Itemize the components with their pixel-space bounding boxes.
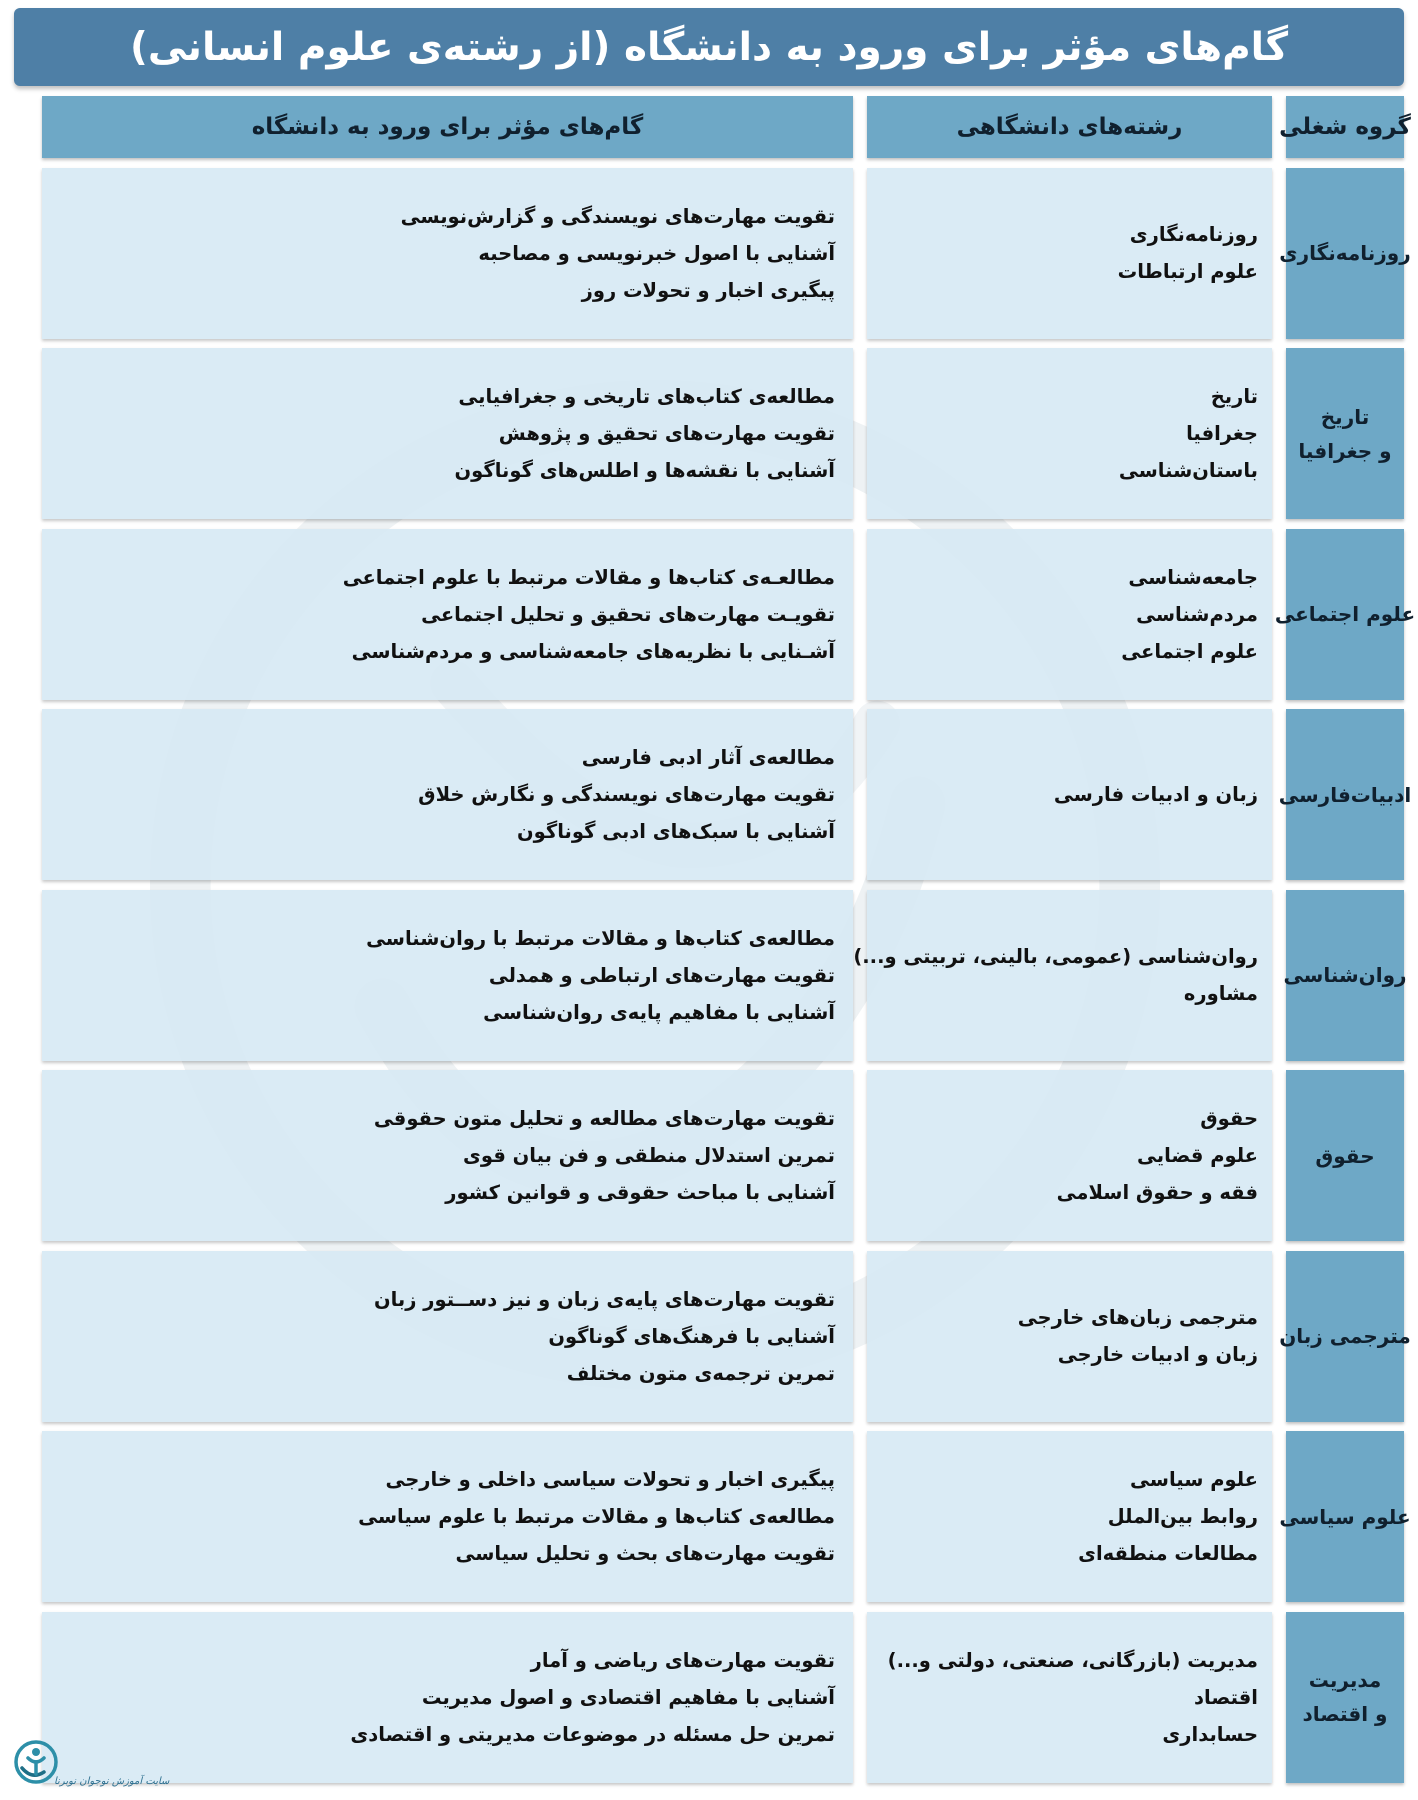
majors-cell (867, 529, 1272, 700)
steps-cell (42, 529, 853, 700)
major-item: مطالعات منطقه‌ای (1078, 1542, 1258, 1565)
job-group-cell (1274, 529, 1416, 700)
major-item: مشاوره (1183, 982, 1258, 1005)
job-group-label: تاریخ (1320, 404, 1370, 429)
site-logo[interactable] (12, 1738, 182, 1796)
job-group-cell (1286, 1070, 1404, 1241)
person-circle-logo-icon (12, 1738, 60, 1786)
step-item: آشنایی با فرهنگ‌های گوناگون (548, 1324, 835, 1348)
major-item: جامعه‌شناسی (1128, 565, 1258, 589)
major-item: جغرافیا (1186, 422, 1258, 445)
step-item: تمرین ترجمه‌ی متون مختلف (566, 1361, 835, 1385)
step-item: تقویت مهارت‌های نویسندگی و نگارش خلاق (418, 783, 835, 806)
job-group-cell (1279, 1251, 1411, 1422)
step-item: تقویت مهارت‌های نویسندگی و گزارش‌نویسی (400, 204, 835, 228)
step-item: تقویت مهارت‌های ارتباطی و همدلی (488, 963, 835, 987)
step-item: تقویت مهارت‌های پایه‌ی زبان و نیز دســتور زبان (373, 1287, 835, 1311)
major-item: اقتصاد (1194, 1685, 1258, 1709)
major-item: علوم سیاسی (1130, 1468, 1258, 1491)
step-item: پیگیری اخبار و تحولات سیاسی داخلی و خارجی (385, 1468, 835, 1491)
step-item: مطالعه‌ی آثار ادبی فارسی (581, 746, 835, 769)
step-item: تمرین استدلال منطقی و فن بیان قوی (463, 1144, 835, 1167)
step-item: تقویت مهارت‌های ریاضی و آمار (530, 1648, 835, 1672)
major-item: باستان‌شناسی (1118, 459, 1258, 482)
header-majors: رشته‌های دانشگاهی (867, 96, 1272, 158)
job-group-cell (1286, 1612, 1404, 1783)
steps-cell (42, 1251, 853, 1422)
job-group-label: و جغرافیا (1298, 438, 1392, 463)
major-item: علوم قضایی (1137, 1144, 1258, 1167)
job-group-label: و اقتصاد (1302, 1702, 1388, 1726)
job-group-cell (1279, 168, 1411, 339)
title-banner (14, 8, 1404, 86)
page-title: گام‌های مؤثر برای ورود به دانشگاه (از رشته‌ی علوم انسانی) (130, 24, 1288, 70)
steps-cell (42, 709, 853, 880)
steps-cell (42, 348, 853, 519)
major-item: زبان و ادبیات فارسی (1053, 783, 1258, 806)
job-group-label: حقوق (1315, 1143, 1375, 1168)
job-group-cell (1286, 348, 1404, 519)
steps-cell (42, 1070, 853, 1241)
step-item: تقویت مهارت‌های بحث و تحلیل سیاسی (455, 1542, 835, 1565)
step-item: مطالعه‌ی کتاب‌های تاریخی و جغرافیایی (458, 385, 835, 408)
major-item: مترجمی زبان‌های خارجی (1017, 1306, 1258, 1329)
major-item: مدیریت (بازرگانی، صنعتی، دولتی و...) (887, 1648, 1258, 1672)
step-item: مطالعـه‌ی کتاب‌ها و مقالات مرتبط با علوم اجتماعی (342, 565, 835, 589)
job-group-cell (1279, 1431, 1411, 1602)
steps-cell (42, 1431, 853, 1602)
step-item: آشنایی با اصول خبرنویسی و مصاحبه (478, 241, 835, 265)
step-item: تقویت مهارت‌های تحقیق و پژوهش (498, 422, 835, 445)
major-item: روان‌شناسی (عمومی، بالینی، تربیتی و...) (853, 945, 1258, 968)
major-item: فقه و حقوق اسلامی (1056, 1181, 1258, 1204)
job-group-label: مدیریت (1308, 1668, 1382, 1692)
header-group: گروه شغلی (1286, 96, 1404, 158)
job-group-label: روزنامه‌نگاری (1279, 241, 1411, 265)
majors-cell (853, 890, 1272, 1061)
major-item: حقوق (1200, 1107, 1258, 1130)
majors-cell (867, 1431, 1272, 1602)
major-item: علوم اجتماعی (1121, 639, 1258, 663)
step-item: آشنایی با نقشه‌ها و اطلس‌های گوناگون (454, 459, 835, 482)
job-group-cell (1283, 890, 1407, 1061)
majors-cell (867, 168, 1272, 339)
step-item: مطالعه‌ی کتاب‌ها و مقالات مرتبط با روان‌شناسی (366, 926, 835, 950)
major-item: روزنامه‌نگاری (1129, 223, 1258, 246)
step-item: آشنایی با سبک‌های ادبی گوناگون (517, 820, 835, 843)
header-steps: گام‌های مؤثر برای ورود به دانشگاه (42, 96, 853, 158)
majors-cell (867, 1251, 1272, 1422)
major-item: زبان و ادبیات خارجی (1057, 1343, 1258, 1366)
majors-cell (867, 709, 1272, 880)
major-item: علوم ارتباطات (1117, 260, 1258, 283)
majors-cell (867, 348, 1272, 519)
steps-table (14, 96, 1416, 1783)
job-group-label: علوم سیاسی (1279, 1504, 1411, 1529)
major-item: مردم‌شناسی (1136, 602, 1258, 626)
job-group-label: ادبیات‌فارسی (1278, 782, 1412, 807)
step-item: آشنایی با مفاهیم اقتصادی و اصول مدیریت (421, 1685, 835, 1709)
major-item: روابط بین‌الملل (1107, 1505, 1258, 1528)
step-item: پیگیری اخبار و تحولات روز (581, 278, 835, 302)
step-item: تقویـت مهارت‌های تحقیق و تحلیل اجتماعی (421, 602, 835, 626)
steps-cell (42, 168, 853, 339)
step-item: تقویت مهارت‌های مطالعه و تحلیل متون حقوقی (373, 1107, 835, 1130)
step-item: آشنایی با مباحث حقوقی و قوانین کشور (445, 1181, 835, 1204)
major-item: حسابداری (1162, 1722, 1258, 1746)
step-item: تمرین حل مسئله در موضوعات مدیریتی و اقتصادی (350, 1722, 835, 1746)
majors-cell (867, 1070, 1272, 1241)
step-item: آشـنایی با نظریه‌های جامعه‌شناسی و مردم‌شناسی (351, 639, 835, 663)
job-group-label: روان‌شناسی (1283, 963, 1407, 987)
majors-cell (867, 1612, 1272, 1783)
steps-cell (42, 890, 853, 1061)
step-item: مطالعه‌ی کتاب‌ها و مقالات مرتبط با علوم سیاسی (358, 1505, 835, 1528)
step-item: آشنایی با مفاهیم پایه‌ی روان‌شناسی (483, 1000, 835, 1024)
job-group-cell (1278, 709, 1412, 880)
job-group-label: علوم اجتماعی (1274, 602, 1416, 626)
job-group-label: مترجمی زبان (1279, 1324, 1411, 1348)
logo-text: سایت آموزش نوجوان نوبرنا (54, 1776, 170, 1787)
major-item: تاریخ (1210, 385, 1258, 408)
